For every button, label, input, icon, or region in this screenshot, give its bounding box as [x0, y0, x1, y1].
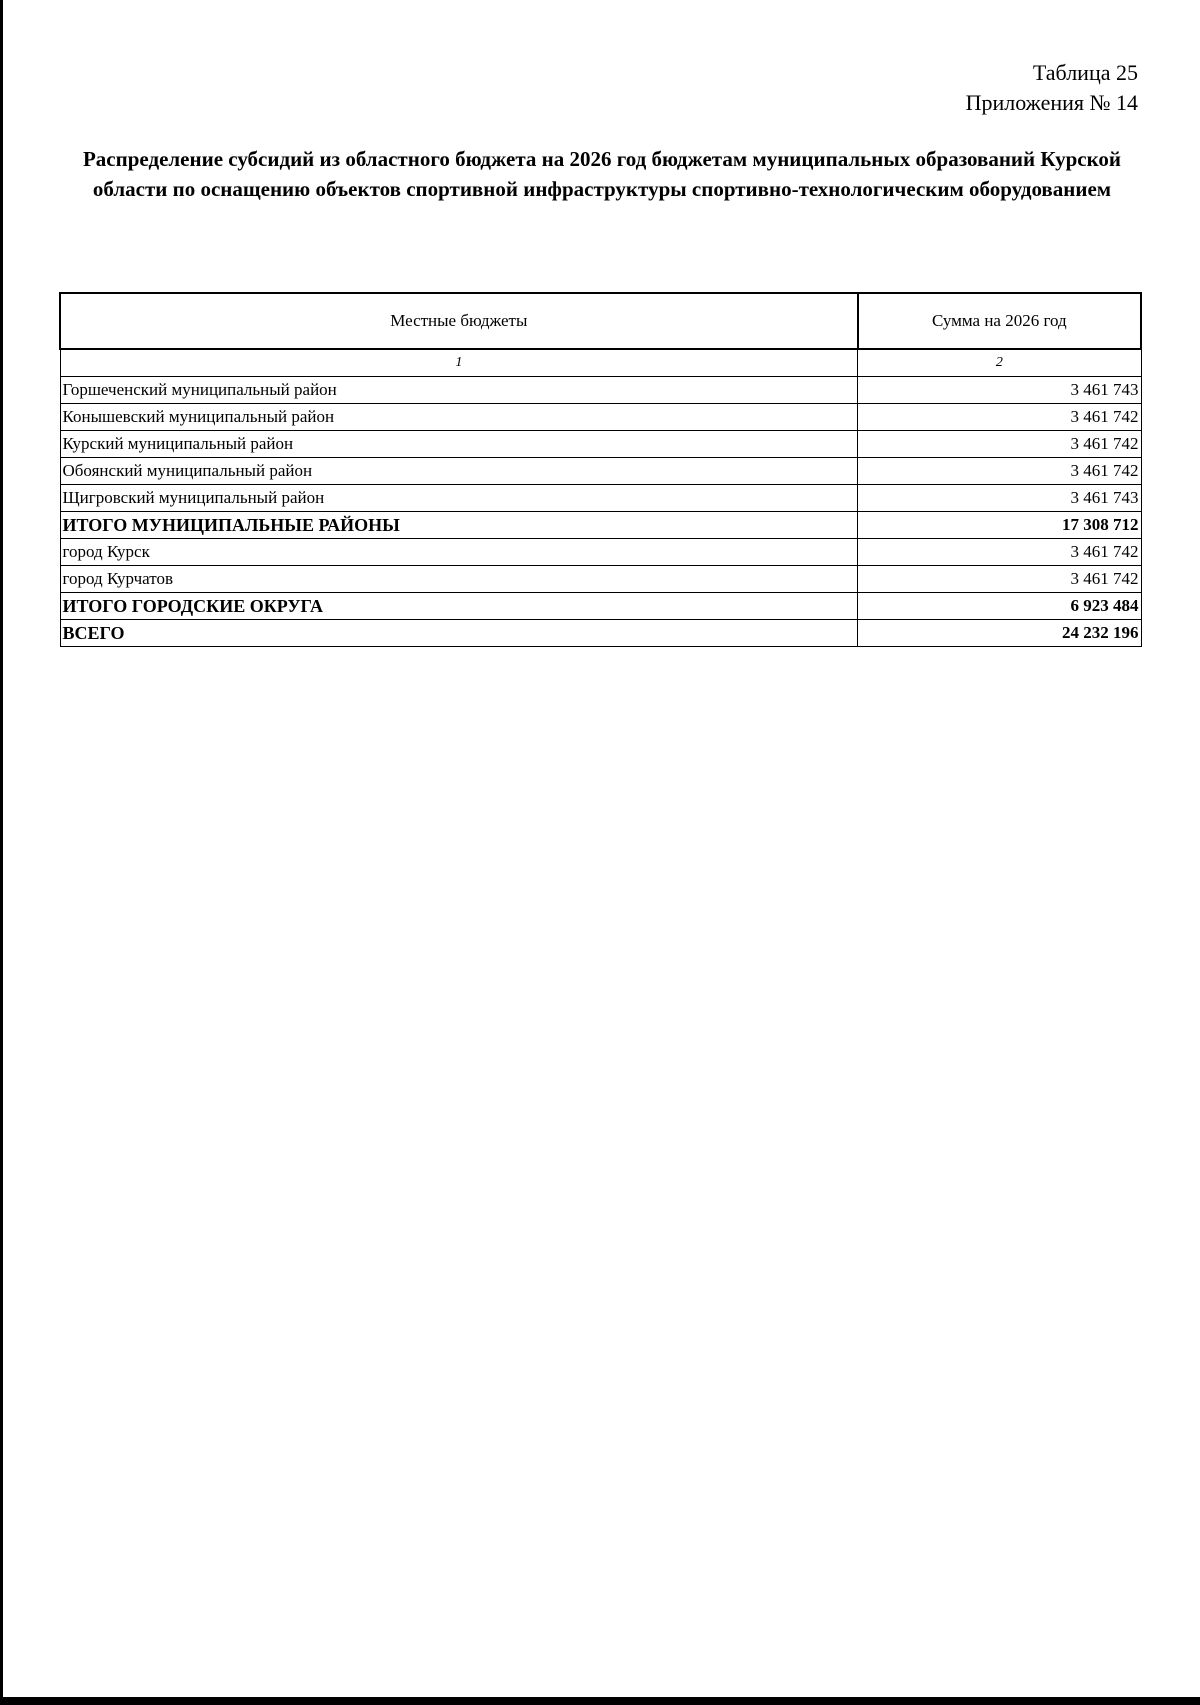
total-row-municipal-districts: [60, 512, 1141, 539]
column-number-1: 1: [60, 349, 858, 377]
scan-edge-bottom: [0, 1697, 1200, 1705]
grand-total-row: [60, 620, 1141, 647]
total-row-city-districts: [60, 593, 1141, 620]
row-name: ИТОГО ГОРОДСКИЕ ОКРУГА: [60, 593, 858, 620]
row-amount: 3 461 742: [858, 566, 1141, 593]
row-amount: 17 308 712: [858, 512, 1141, 539]
row-amount: 3 461 743: [858, 377, 1141, 404]
row-amount: 3 461 742: [858, 458, 1141, 485]
table-row: [60, 485, 1141, 512]
row-amount: 3 461 742: [858, 404, 1141, 431]
table-row: [60, 377, 1141, 404]
row-name: Щигровский муниципальный район: [60, 485, 858, 512]
row-name: ИТОГО МУНИЦИПАЛЬНЫЕ РАЙОНЫ: [60, 512, 858, 539]
appendix-label: Приложения № 14: [965, 90, 1138, 115]
row-name: ВСЕГО: [60, 620, 858, 647]
row-name: Горшеченский муниципальный район: [60, 377, 858, 404]
row-name: город Курск: [60, 539, 858, 566]
row-name: Обоянский муниципальный район: [60, 458, 858, 485]
scan-edge-left: [0, 0, 3, 1705]
document-reference: [966, 58, 1138, 118]
table-row: [60, 404, 1141, 431]
document-title: Распределение субсидий из областного бюджета на 2026 год бюджетам муниципальных образований Курской области по оснащению объектов спортивной инфраструктуры спортивно-технологическим оборудованием: [82, 147, 1121, 201]
column-number-row: [60, 349, 1141, 377]
column-header-amount: Сумма на 2026 год: [858, 293, 1141, 349]
column-header-budgets: Местные бюджеты: [60, 293, 858, 349]
row-name: Курский муниципальный район: [60, 431, 858, 458]
row-name: Конышевский муниципальный район: [60, 404, 858, 431]
row-amount: 3 461 743: [858, 485, 1141, 512]
table-header-row: [60, 293, 1141, 349]
row-amount: 3 461 742: [858, 539, 1141, 566]
row-name: город Курчатов: [60, 566, 858, 593]
table-row: [60, 431, 1141, 458]
table-row: [60, 566, 1141, 593]
table-label: Таблица 25: [1032, 60, 1138, 85]
table-row: [60, 458, 1141, 485]
row-amount: 6 923 484: [858, 593, 1141, 620]
column-number-2: 2: [858, 349, 1141, 377]
table-row: [60, 539, 1141, 566]
row-amount: 24 232 196: [858, 620, 1141, 647]
subsidy-table: [59, 292, 1142, 647]
row-amount: 3 461 742: [858, 431, 1141, 458]
